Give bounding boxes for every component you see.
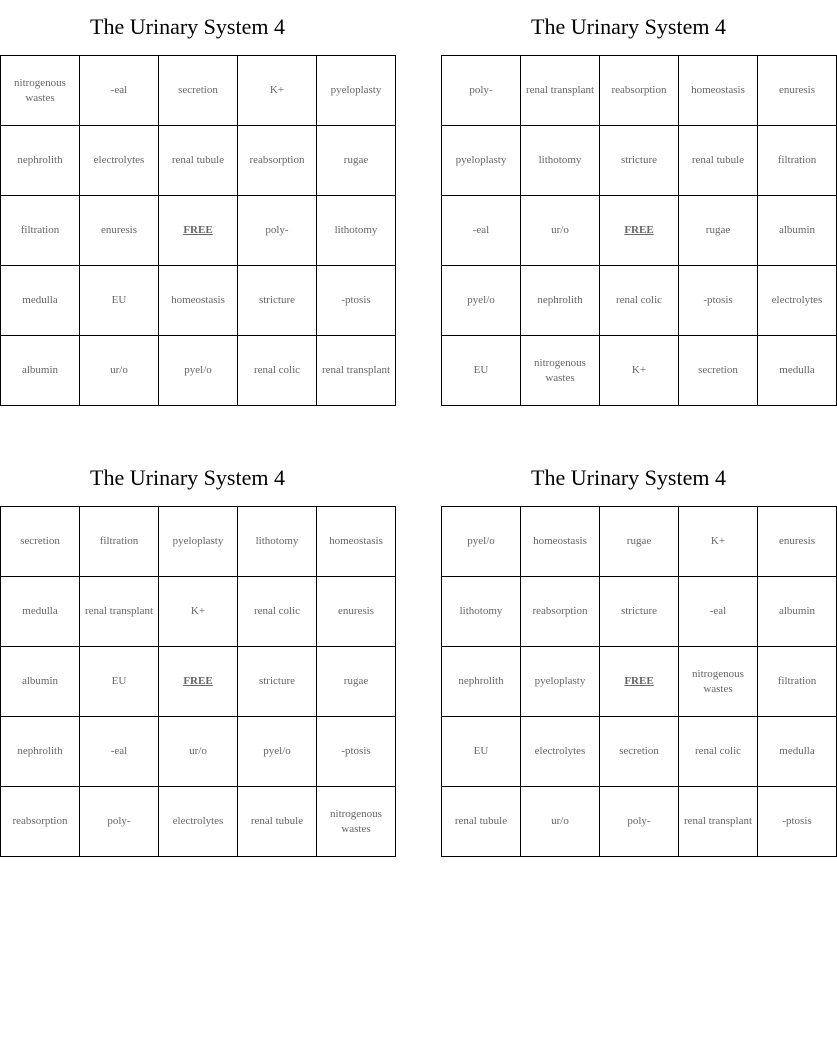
bingo-grid (441, 55, 837, 406)
bingo-cell-pyeloplasty: pyeloplasty (317, 56, 396, 126)
bingo-cell-pyel-o: pyel/o (442, 266, 521, 336)
bingo-cell-secretion: secretion (1, 507, 80, 577)
grid-row (442, 787, 837, 857)
grid-row (1, 787, 396, 857)
bingo-cell-eal: -eal (80, 717, 159, 787)
bingo-cell-reabsorption: reabsorption (600, 56, 679, 126)
free-space: FREE (159, 196, 238, 266)
bingo-cell-lithotomy: lithotomy (521, 126, 600, 196)
bingo-cell-renal-colic: renal colic (600, 266, 679, 336)
bingo-cell-eal: -eal (679, 577, 758, 647)
bingo-cell-nephrolith: nephrolith (442, 647, 521, 717)
grid-row (1, 507, 396, 577)
free-space: FREE (159, 647, 238, 717)
bingo-cell-renal-transplant: renal transplant (80, 577, 159, 647)
bingo-cell-rugae: rugae (317, 126, 396, 196)
bingo-cell-medulla: medulla (758, 336, 837, 406)
bingo-cell-ur-o: ur/o (159, 717, 238, 787)
bingo-cell-nitrogenous-wastes: nitrogenous wastes (521, 336, 600, 406)
bingo-cell-secretion: secretion (600, 717, 679, 787)
grid-row (442, 717, 837, 787)
bingo-cell-albumin: albumin (758, 196, 837, 266)
bingo-cell-renal-transplant: renal transplant (521, 56, 600, 126)
bingo-cell-ptosis: -ptosis (758, 787, 837, 857)
bingo-cell-eu: EU (80, 647, 159, 717)
bingo-cell-albumin: albumin (758, 577, 837, 647)
bingo-cell-poly: poly- (238, 196, 317, 266)
bingo-grid (0, 55, 396, 406)
bingo-grid (0, 506, 396, 857)
bingo-cell-renal-tubule: renal tubule (442, 787, 521, 857)
grid-row (442, 126, 837, 196)
bingo-cell-renal-colic: renal colic (238, 577, 317, 647)
bingo-cell-reabsorption: reabsorption (238, 126, 317, 196)
bingo-cell-ur-o: ur/o (521, 787, 600, 857)
bingo-cell-nitrogenous-wastes: nitrogenous wastes (317, 787, 396, 857)
bingo-cell-ptosis: -ptosis (317, 717, 396, 787)
bingo-cell-electrolytes: electrolytes (758, 266, 837, 336)
bingo-cell-eal: -eal (442, 196, 521, 266)
bingo-cell-nephrolith: nephrolith (1, 717, 80, 787)
bingo-cell-lithotomy: lithotomy (238, 507, 317, 577)
bingo-cell-poly: poly- (442, 56, 521, 126)
bingo-cell-stricture: stricture (600, 577, 679, 647)
bingo-cell-electrolytes: electrolytes (521, 717, 600, 787)
grid-row (1, 196, 396, 266)
grid-row (1, 577, 396, 647)
grid-row (1, 336, 396, 406)
bingo-cell-filtration: filtration (1, 196, 80, 266)
bingo-cell-reabsorption: reabsorption (521, 577, 600, 647)
bingo-cell-filtration: filtration (758, 126, 837, 196)
bingo-cell-poly: poly- (600, 787, 679, 857)
bingo-cell-medulla: medulla (758, 717, 837, 787)
bingo-cell-renal-transplant: renal transplant (317, 336, 396, 406)
bingo-cell-medulla: medulla (1, 577, 80, 647)
bingo-cell-pyeloplasty: pyeloplasty (159, 507, 238, 577)
bingo-cell-enuresis: enuresis (317, 577, 396, 647)
grid-row (442, 266, 837, 336)
bingo-cell-ptosis: -ptosis (679, 266, 758, 336)
bingo-cell-electrolytes: electrolytes (80, 126, 159, 196)
bingo-cell-albumin: albumin (1, 336, 80, 406)
bingo-cell-pyeloplasty: pyeloplasty (442, 126, 521, 196)
card-title: The Urinary System 4 (90, 14, 285, 39)
bingo-cell-rugae: rugae (679, 196, 758, 266)
bingo-cell-eu: EU (80, 266, 159, 336)
bingo-cell-filtration: filtration (80, 507, 159, 577)
bingo-cell-stricture: stricture (600, 126, 679, 196)
bingo-cell-lithotomy: lithotomy (317, 196, 396, 266)
bingo-cell-eu: EU (442, 717, 521, 787)
card-title: The Urinary System 4 (90, 465, 285, 490)
bingo-cell-rugae: rugae (317, 647, 396, 717)
grid-row (1, 56, 396, 126)
bingo-cell-k: K+ (238, 56, 317, 126)
grid-row (1, 717, 396, 787)
bingo-cell-nephrolith: nephrolith (1, 126, 80, 196)
bingo-cell-albumin: albumin (1, 647, 80, 717)
bingo-cell-pyel-o: pyel/o (442, 507, 521, 577)
bingo-cell-renal-tubule: renal tubule (238, 787, 317, 857)
bingo-cell-reabsorption: reabsorption (1, 787, 80, 857)
bingo-cell-k: K+ (159, 577, 238, 647)
card-title: The Urinary System 4 (531, 14, 726, 39)
free-space: FREE (600, 196, 679, 266)
bingo-cell-pyel-o: pyel/o (159, 336, 238, 406)
bingo-cell-k: K+ (600, 336, 679, 406)
bingo-cell-pyel-o: pyel/o (238, 717, 317, 787)
grid-row (1, 647, 396, 717)
free-space: FREE (600, 647, 679, 717)
bingo-cell-enuresis: enuresis (758, 56, 837, 126)
grid-row (1, 266, 396, 336)
bingo-cell-enuresis: enuresis (80, 196, 159, 266)
bingo-cell-medulla: medulla (1, 266, 80, 336)
grid-row (442, 647, 837, 717)
bingo-cell-filtration: filtration (758, 647, 837, 717)
bingo-cell-renal-colic: renal colic (238, 336, 317, 406)
bingo-cell-homeostasis: homeostasis (679, 56, 758, 126)
bingo-cell-nitrogenous-wastes: nitrogenous wastes (679, 647, 758, 717)
bingo-cell-electrolytes: electrolytes (159, 787, 238, 857)
bingo-cell-homeostasis: homeostasis (521, 507, 600, 577)
bingo-cell-enuresis: enuresis (758, 507, 837, 577)
grid-row (442, 56, 837, 126)
grid-row (442, 577, 837, 647)
bingo-cell-stricture: stricture (238, 647, 317, 717)
bingo-cell-eu: EU (442, 336, 521, 406)
bingo-cell-renal-tubule: renal tubule (679, 126, 758, 196)
bingo-cell-ptosis: -ptosis (317, 266, 396, 336)
grid-row (442, 196, 837, 266)
bingo-cell-homeostasis: homeostasis (159, 266, 238, 336)
bingo-cell-nitrogenous-wastes: nitrogenous wastes (1, 56, 80, 126)
bingo-cell-pyeloplasty: pyeloplasty (521, 647, 600, 717)
bingo-cell-eal: -eal (80, 56, 159, 126)
bingo-cell-stricture: stricture (238, 266, 317, 336)
grid-row (442, 336, 837, 406)
bingo-cell-ur-o: ur/o (80, 336, 159, 406)
grid-row (442, 507, 837, 577)
bingo-cell-renal-colic: renal colic (679, 717, 758, 787)
bingo-cell-poly: poly- (80, 787, 159, 857)
bingo-cell-renal-transplant: renal transplant (679, 787, 758, 857)
bingo-cell-ur-o: ur/o (521, 196, 600, 266)
bingo-cell-k: K+ (679, 507, 758, 577)
bingo-cell-homeostasis: homeostasis (317, 507, 396, 577)
bingo-cell-lithotomy: lithotomy (442, 577, 521, 647)
bingo-cell-secretion: secretion (679, 336, 758, 406)
bingo-cell-secretion: secretion (159, 56, 238, 126)
grid-row (1, 126, 396, 196)
bingo-grid (441, 506, 837, 857)
bingo-cell-nephrolith: nephrolith (521, 266, 600, 336)
card-title: The Urinary System 4 (531, 465, 726, 490)
bingo-cell-renal-tubule: renal tubule (159, 126, 238, 196)
bingo-cell-rugae: rugae (600, 507, 679, 577)
